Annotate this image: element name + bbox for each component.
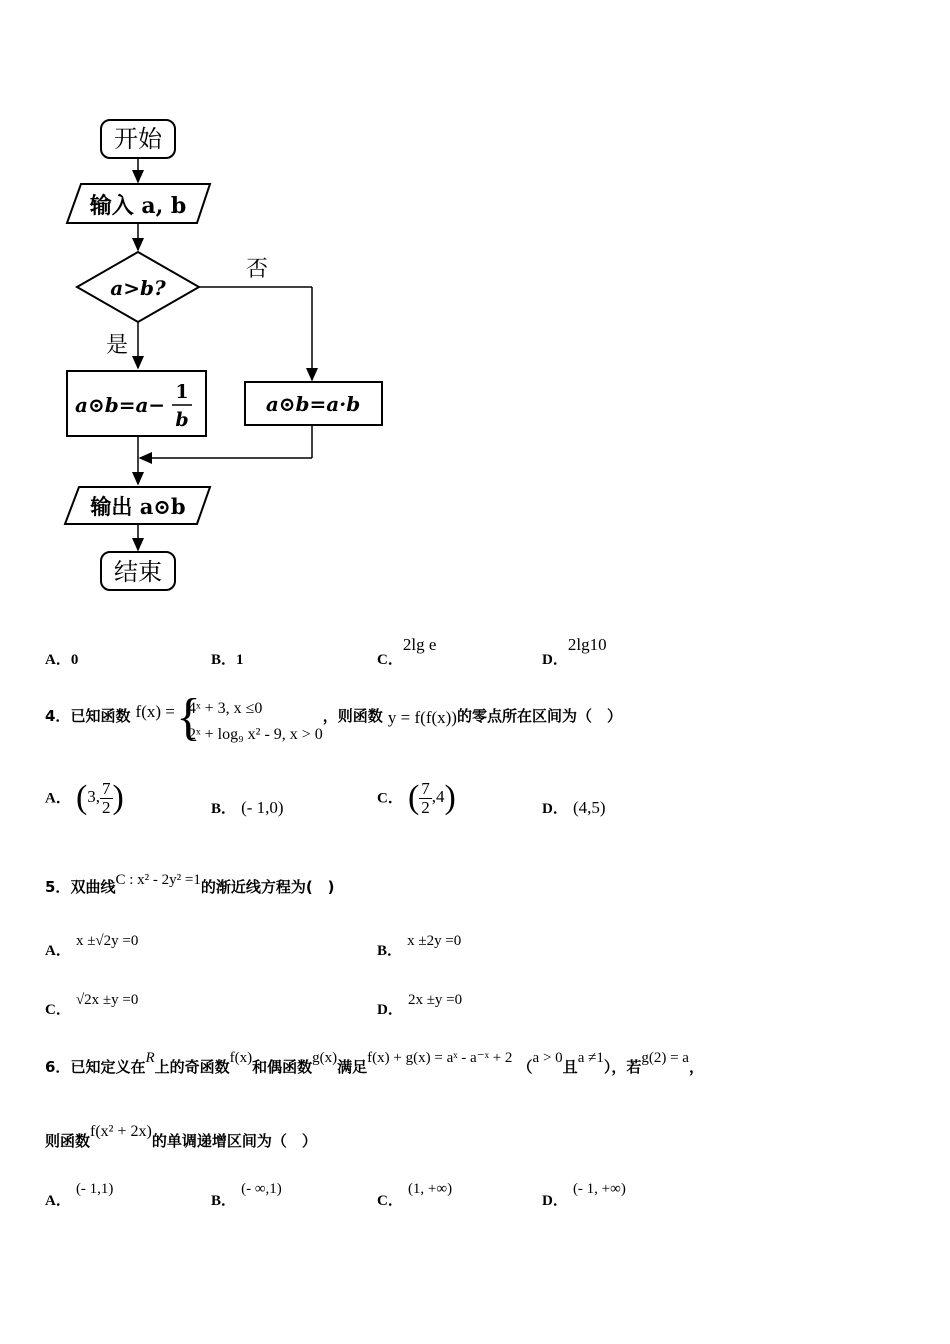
option-letter: C．	[377, 1193, 403, 1209]
option-letter: C．	[45, 1002, 71, 1018]
question-text: 的零点所在区间为（ ）	[456, 706, 622, 725]
odd-function: f(x)	[229, 1050, 253, 1066]
flowchart	[55, 110, 395, 610]
functional-equation: f(x) + g(x) = aˣ - a⁻ˣ + 2	[367, 1050, 513, 1066]
option-value: (1, +∞)	[407, 1181, 453, 1197]
option-letter: D．	[542, 652, 568, 668]
flow-end-text: 结束	[114, 558, 162, 586]
question-number: 5．	[45, 878, 71, 896]
question-text: 上的奇函数	[154, 1058, 230, 1076]
q6-option-a[interactable]	[45, 1177, 114, 1209]
q3-option-a[interactable]	[45, 648, 78, 669]
option-value: (- 1,0)	[241, 798, 284, 817]
flow-output-text: 输出 a⊙b	[90, 494, 186, 519]
q6-option-d[interactable]	[542, 1177, 626, 1209]
q6-option-b[interactable]	[211, 1177, 282, 1209]
option-letter: C．	[377, 652, 403, 668]
option-value: 2lg10	[567, 635, 607, 654]
option-value: (- 1, +∞)	[572, 1181, 626, 1197]
question-text: （	[517, 1058, 533, 1076]
question-text: 的单调递增区间为（ ）	[151, 1132, 317, 1150]
option-value: 1	[236, 652, 244, 668]
option-letter: D．	[377, 1002, 403, 1018]
option-letter: A．	[45, 943, 71, 959]
option-value: (- 1,1)	[75, 1181, 114, 1197]
question-4	[45, 689, 622, 752]
set-symbol: R	[145, 1050, 155, 1066]
question-6	[45, 1046, 704, 1076]
question-text: ，	[688, 1058, 704, 1076]
option-value: x ±2y =0	[407, 933, 462, 949]
question-text: 且	[562, 1058, 578, 1076]
option-value: √2x ±y =0	[75, 992, 139, 1008]
option-value: (4,5)	[572, 798, 606, 817]
q5-option-a[interactable]	[45, 929, 139, 959]
question-text: 已知定义在	[70, 1058, 146, 1076]
piecewise-case-2: 2ˣ + log₉ x² - 9, x > 0	[187, 726, 323, 743]
flow-left-process-text: a⊙b=a−	[75, 393, 166, 417]
question-text: ，则函数	[322, 706, 383, 725]
q4-option-c[interactable]	[377, 780, 456, 817]
option-letter: B．	[211, 801, 237, 817]
q4-option-d[interactable]	[542, 797, 606, 818]
option-letter: D．	[542, 801, 568, 817]
condition-2: a ≠1	[577, 1050, 604, 1066]
question-text: 双曲线	[70, 878, 116, 896]
flow-decision-text: a>b?	[110, 276, 166, 300]
question-text: 已知函数	[70, 706, 131, 725]
option-value: ( $\frac{7}{2}$ ,4)	[407, 779, 456, 817]
function-label: f(x) =	[135, 701, 175, 721]
composite-function: f(x² + 2x)	[90, 1123, 152, 1140]
q4-option-a[interactable]	[45, 780, 124, 817]
question-text: 满足	[337, 1058, 368, 1076]
flow-yes-label: 是	[105, 333, 129, 358]
q5-option-d[interactable]	[377, 988, 463, 1018]
option-value: 0	[70, 652, 79, 668]
question-text: ），若	[603, 1058, 642, 1076]
hyperbola-equation: C : x² - 2y² =1	[115, 872, 201, 888]
option-letter: B．	[377, 943, 403, 959]
question-text: 则函数	[45, 1132, 91, 1150]
condition-1: a > 0	[532, 1050, 563, 1066]
option-value: x ±√2y =0	[75, 933, 139, 949]
q6-option-c[interactable]	[377, 1177, 453, 1209]
option-letter: A．	[45, 790, 71, 807]
option-letter: C．	[377, 790, 403, 807]
flow-right-process-text: a⊙b=a·b	[265, 392, 361, 416]
flow-left-frac-den: b	[175, 409, 189, 431]
piecewise-case-1: 4ˣ + 3, x ≤0	[187, 700, 263, 717]
flow-input-text: 输入 a, b	[89, 193, 187, 219]
q4-option-b[interactable]	[211, 797, 284, 818]
question-6-line-2	[45, 1120, 317, 1150]
question-text: 和偶函数	[252, 1058, 313, 1076]
question-number: 4．	[45, 706, 71, 725]
flow-left-frac-num: 1	[175, 381, 189, 403]
question-5	[45, 868, 335, 896]
option-value: (- ∞,1)	[241, 1181, 282, 1197]
option-letter: B．	[211, 1193, 237, 1209]
option-letter: A．	[45, 1193, 71, 1209]
option-letter: D．	[542, 1193, 568, 1209]
question-number: 6．	[45, 1058, 71, 1076]
option-letter: B．	[211, 652, 237, 668]
given-value: g(2) = a	[641, 1050, 689, 1066]
option-value: 2x ±y =0	[407, 992, 463, 1008]
option-value: (3, $\frac{7}{2}$ )	[75, 779, 124, 817]
question-text: 的渐近线方程为( )	[200, 878, 335, 896]
q3-option-d[interactable]	[542, 634, 607, 668]
option-value: 2lg e	[402, 635, 437, 654]
flow-start-text: 开始	[114, 125, 162, 153]
option-letter: A．	[45, 652, 71, 668]
even-function: g(x)	[312, 1050, 338, 1066]
q5-option-c[interactable]	[45, 988, 139, 1018]
piecewise-function: { 4ˣ + 3, x ≤0 2ˣ + log₉ x² - 9, x > 0	[175, 689, 323, 746]
q5-option-b[interactable]	[377, 929, 462, 959]
q3-option-b[interactable]	[211, 648, 244, 669]
flow-no-label: 否	[245, 257, 269, 282]
composite-function: y = f(f(x))	[387, 707, 457, 727]
q3-option-c[interactable]	[377, 634, 437, 668]
